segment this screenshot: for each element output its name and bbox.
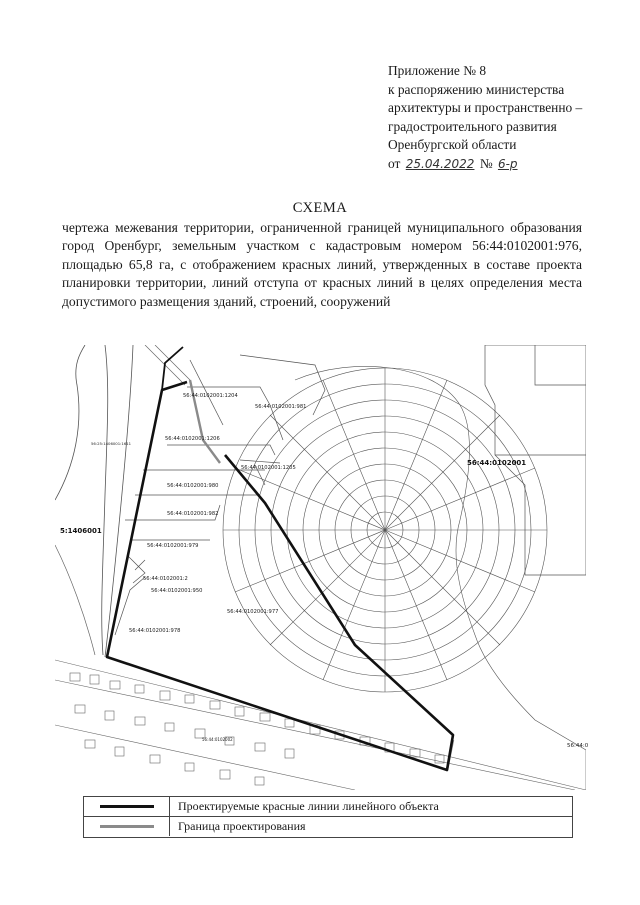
west-road-edge [102,345,108,655]
parcel-label: 56:44:0102001:979 [147,543,199,549]
parcel-label: 56:44:0102001:977 [227,609,279,615]
appendix-line: архитектуры и пространственно – [388,100,583,115]
appendix-line: Оренбургской области [388,137,517,152]
legend-label: Граница проектирования [178,819,306,833]
appendix-line: градостроительного развития [388,118,557,134]
appendix-block [388,62,633,173]
north-road [145,345,190,385]
parcel-label: 56:44:0102001:950 [151,588,203,594]
parcel-label: 56:44:0102001:978 [129,628,181,634]
west-curve [55,545,95,655]
parcel-label: 56:44:0102001:2 [143,576,188,582]
parcel-label: 56:44:0102001:981 [255,404,307,410]
south-residential [55,660,586,790]
parcel-label: 56:44:0102001:1205 [241,465,296,471]
cemetery-area [223,366,586,790]
parcel-label: 56:44:0102001:1204 [183,393,238,399]
document-title: СХЕМА [292,200,348,216]
west-quarter-label: 5:1406001 [60,527,102,535]
legend [83,796,573,838]
rotated-label: 56:25:1406001:1611 [91,441,132,446]
appendix-line: к распоряжению министерства [388,81,565,97]
legend-swatch [100,825,154,828]
appendix-date-line [388,155,633,174]
legend-item-boundary [84,817,572,836]
legend-item-red-lines [84,797,572,817]
quarter-label: 56:44:0102001 [467,459,527,467]
handwritten-number: 6-р [497,156,518,171]
number-sign: № [479,155,493,171]
east-cut-label: 56:44:0 [567,743,589,749]
west-road-edge-2 [105,345,133,657]
legend-label: Проектируемые красные линии линейного объекта [178,799,439,813]
legend-swatch [100,805,154,808]
document-subtitle: чертежа межевания территории, ограниченной границей муниципального образования город Оренбург, земельным участком с кадастровым номером 56:44:0102001:976, площадью 65,8 га, с отображением красных линий, утвержденных в составе проекта планировки территории, линий отступа от красных линий в целях определения места допустимого размещения зданий, строений, сооружений [62,220,582,309]
parcel-label: 56:44:0102001:1206 [165,436,220,442]
west-boundary-curve [55,345,85,500]
south-label: 56:44:0102002 [202,737,233,742]
cadastral-map [55,345,589,790]
handwritten-date: 25.04.2022 [405,156,475,171]
parcel-label: 56:44:0102001:980 [167,483,219,489]
date-prefix: от [388,155,401,171]
appendix-line: Приложение № 8 [388,63,487,78]
parcel-label: 56:44:0102001:982 [167,511,219,517]
